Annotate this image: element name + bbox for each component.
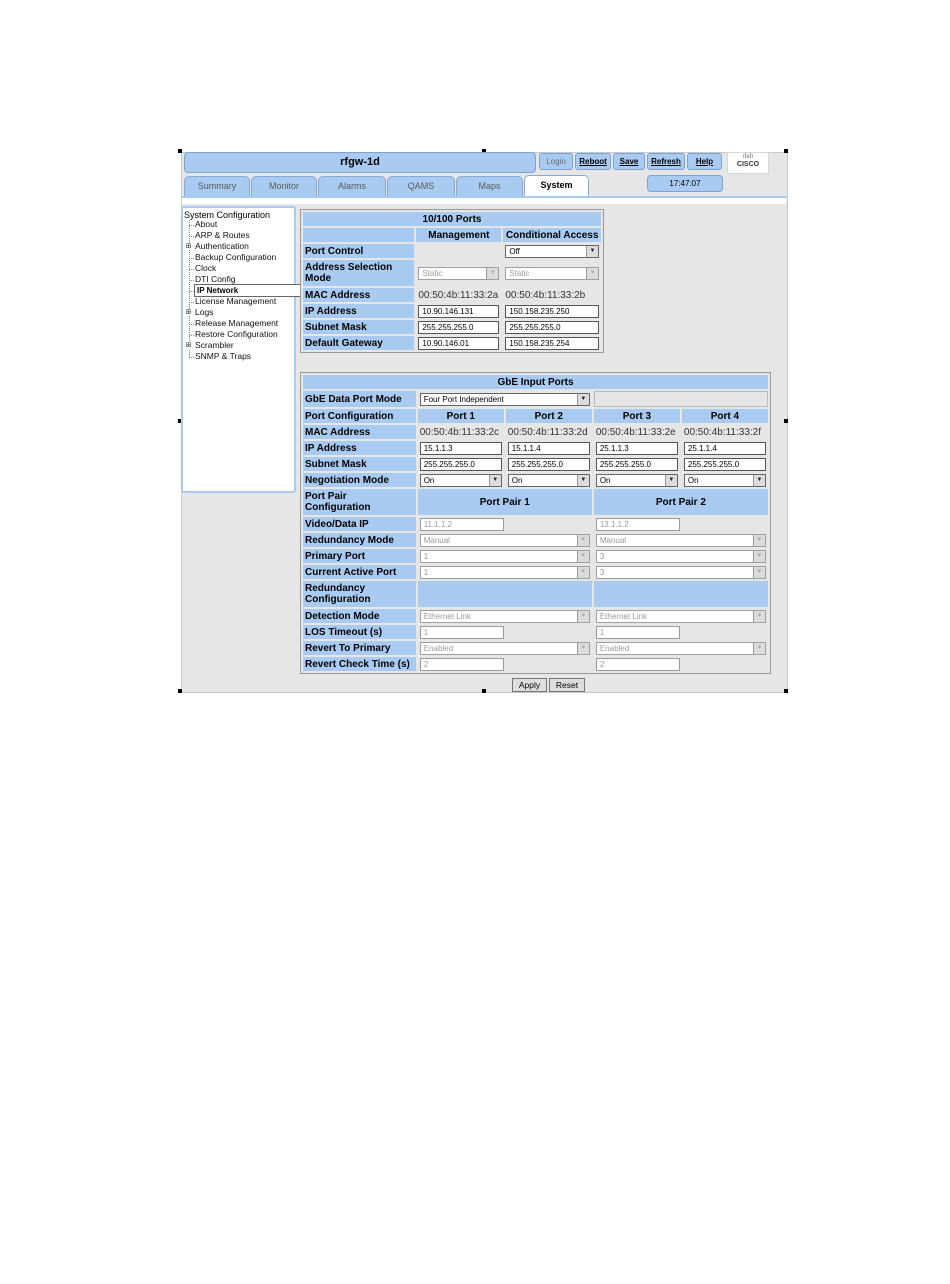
port-4-header: Port 4 — [682, 409, 768, 423]
ca-gateway-input[interactable]: 150.158.235.254 — [505, 337, 599, 350]
redundancy-mode-label: Redundancy Mode — [303, 533, 416, 547]
col-management: Management — [416, 228, 501, 242]
port-4-mac: 00:50:4b:11:33:2f — [682, 425, 768, 439]
port-2-mac: 00:50:4b:11:33:2d — [506, 425, 592, 439]
port-2-ip-input[interactable]: 15.1.1.4 — [508, 442, 590, 455]
pair-1-current-active-select[interactable]: 1 ▼ — [420, 566, 590, 579]
device-title: rfgw-1d — [184, 152, 536, 173]
gbe-subnet-label: Subnet Mask — [303, 457, 416, 471]
mgmt-mac-value: 00:50:4b:11:33:2a — [416, 288, 501, 302]
tab-monitor[interactable]: Monitor — [251, 176, 317, 196]
save-button[interactable]: Save — [613, 153, 645, 170]
port-4-negotiation-select[interactable]: On ▼ — [684, 474, 766, 487]
port-pair-2-header: Port Pair 2 — [594, 489, 768, 515]
port-1-header: Port 1 — [418, 409, 504, 423]
clock-display: 17:47:07 — [647, 175, 723, 192]
tab-alarms[interactable]: Alarms — [318, 176, 386, 196]
sidebar-item-license-management[interactable]: License Management — [195, 296, 277, 306]
sidebar-item-authentication[interactable]: Authentication — [195, 241, 249, 251]
port-pair-configuration-label: Port Pair Configuration — [303, 489, 416, 515]
chevron-down-icon: ▼ — [489, 475, 501, 486]
redundancy-configuration-label: Redundancy Configuration — [303, 581, 416, 607]
primary-port-label: Primary Port — [303, 549, 416, 563]
resize-handle[interactable] — [178, 689, 182, 693]
port-1-subnet-input[interactable]: 255.255.255.0 — [420, 458, 502, 471]
default-gateway-label: Default Gateway — [303, 336, 414, 350]
chevron-down-icon: ▼ — [577, 611, 589, 622]
tab-system[interactable]: System — [524, 175, 589, 197]
sidebar-item-snmp-traps[interactable]: SNMP & Traps — [195, 351, 252, 361]
col-conditional-access: Conditional Access — [503, 228, 601, 242]
gbe-ports-table — [300, 372, 771, 674]
sidebar-item-arp-routes[interactable]: ARP & Routes — [195, 230, 250, 240]
pair-1-revert-select[interactable]: Enabled ▼ — [420, 642, 590, 655]
port-3-mac: 00:50:4b:11:33:2e — [594, 425, 680, 439]
ca-ip-input[interactable]: 150.158.235.250 — [505, 305, 599, 318]
tree-root-system-configuration[interactable]: System Configuration — [184, 210, 271, 220]
port-1-mac: 00:50:4b:11:33:2c — [418, 425, 504, 439]
resize-handle[interactable] — [784, 149, 788, 153]
ports-100-table — [300, 209, 604, 353]
sidebar-item-restore-configuration[interactable]: Restore Configuration — [195, 329, 278, 339]
subnet-mask-label: Subnet Mask — [303, 320, 414, 334]
chevron-down-icon: ▼ — [753, 551, 765, 562]
pair-2-detection-mode-select[interactable]: Ethernet Link ▼ — [596, 610, 766, 623]
port-2-negotiation-select[interactable]: On ▼ — [508, 474, 590, 487]
port-2-subnet-input[interactable]: 255.255.255.0 — [508, 458, 590, 471]
mac-address-label: MAC Address — [303, 288, 414, 302]
port-pair-1-header: Port Pair 1 — [418, 489, 592, 515]
apply-button[interactable]: Apply — [512, 678, 547, 692]
port-1-ip-input[interactable]: 15.1.1.3 — [420, 442, 502, 455]
port-3-subnet-input[interactable]: 255.255.255.0 — [596, 458, 678, 471]
resize-handle[interactable] — [482, 689, 486, 693]
tab-maps[interactable]: Maps — [456, 176, 523, 196]
port-3-negotiation-select[interactable]: On ▼ — [596, 474, 678, 487]
refresh-button[interactable]: Refresh — [647, 153, 685, 170]
gbe-data-port-mode-label: GbE Data Port Mode — [303, 391, 416, 407]
pair-2-los-timeout-input[interactable]: 1 — [596, 626, 680, 639]
ca-subnet-input[interactable]: 255.255.255.0 — [505, 321, 599, 334]
chevron-down-icon: ▼ — [586, 246, 598, 257]
tab-separator — [182, 198, 786, 204]
reset-button[interactable]: Reset — [549, 678, 585, 692]
pair-1-revert-time-input[interactable]: 2 — [420, 658, 504, 671]
sidebar-item-logs[interactable]: Logs — [195, 307, 214, 317]
pair-2-redundancy-mode-select[interactable]: Manual ▼ — [596, 534, 766, 547]
tree-line — [189, 220, 190, 357]
chevron-down-icon: ▼ — [753, 643, 765, 654]
pair-1-video-ip-input[interactable]: 11.1.1.2 — [420, 518, 504, 531]
pair-2-video-ip-input[interactable]: 13.1.1.2 — [596, 518, 680, 531]
sidebar-item-backup-configuration[interactable]: Backup Configuration — [195, 252, 277, 262]
resize-handle[interactable] — [784, 689, 788, 693]
reboot-button[interactable]: Reboot — [575, 153, 611, 170]
pair-1-detection-mode-select[interactable]: Ethernet Link ▼ — [420, 610, 590, 623]
video-data-ip-label: Video/Data IP — [303, 517, 416, 531]
ca-mac-value: 00:50:4b:11:33:2b — [503, 288, 601, 302]
chevron-down-icon: ▼ — [753, 475, 765, 486]
detection-mode-label: Detection Mode — [303, 609, 416, 623]
resize-handle[interactable] — [178, 149, 182, 153]
port-2-header: Port 2 — [506, 409, 592, 423]
ip-address-label: IP Address — [303, 304, 414, 318]
sidebar-item-clock[interactable]: Clock — [195, 263, 217, 273]
sidebar-item-dti-config[interactable]: DTI Config — [195, 274, 236, 284]
help-button[interactable]: Help — [687, 153, 722, 170]
chevron-down-icon: ▼ — [753, 611, 765, 622]
chevron-down-icon: ▼ — [586, 268, 598, 279]
sidebar-item-release-management[interactable]: Release Management — [195, 318, 279, 328]
mgmt-ip-input[interactable]: 10.90.146.131 — [418, 305, 499, 318]
chevron-down-icon: ▼ — [577, 475, 589, 486]
port-1-negotiation-select[interactable]: On ▼ — [420, 474, 502, 487]
gbe-mac-label: MAC Address — [303, 425, 416, 439]
chevron-down-icon: ▼ — [577, 551, 589, 562]
los-timeout-label: LOS Timeout (s) — [303, 625, 416, 639]
gbe-ip-label: IP Address — [303, 441, 416, 455]
chevron-down-icon: ▼ — [753, 535, 765, 546]
sidebar-item-ip-network[interactable]: IP Network — [194, 284, 305, 297]
port-4-ip-input[interactable]: 25.1.1.4 — [684, 442, 766, 455]
sidebar-item-about[interactable]: About — [195, 219, 218, 229]
chevron-down-icon: ▼ — [577, 394, 589, 405]
cisco-bars-icon: ılıılı — [742, 153, 753, 160]
chevron-down-icon: ▼ — [665, 475, 677, 486]
pair-1-primary-port-select[interactable]: 1 ▼ — [420, 550, 590, 563]
resize-handle[interactable] — [784, 419, 788, 423]
chevron-down-icon: ▼ — [577, 643, 589, 654]
port-4-subnet-input[interactable]: 255.255.255.0 — [684, 458, 766, 471]
pair-2-primary-port-select[interactable]: 3 ▼ — [596, 550, 766, 563]
revert-check-time-label: Revert Check Time (s) — [303, 657, 416, 671]
ca-address-mode-select[interactable]: Static ▼ — [505, 267, 599, 280]
pair-2-revert-time-input[interactable]: 2 — [596, 658, 680, 671]
expand-plus-icon[interactable]: ⊞ — [185, 341, 192, 349]
expand-plus-icon[interactable]: ⊞ — [185, 242, 192, 250]
mgmt-address-mode-select[interactable]: Static ▼ — [418, 267, 499, 280]
gbe-data-port-mode-select[interactable]: Four Port Independent ▼ — [420, 393, 590, 406]
cisco-logo-text: CISCO — [736, 161, 760, 168]
login-button[interactable]: Login — [539, 153, 573, 170]
sidebar-tree — [181, 206, 296, 493]
ca-port-control-select[interactable]: Off ▼ — [505, 245, 599, 258]
pair-2-current-active-select[interactable]: 3 ▼ — [596, 566, 766, 579]
chevron-down-icon: ▼ — [577, 567, 589, 578]
mgmt-gateway-input[interactable]: 10.90.146.01 — [418, 337, 499, 350]
cisco-logo — [727, 152, 769, 174]
gbe-title: GbE Input Ports — [303, 375, 768, 389]
pair-1-los-timeout-input[interactable]: 1 — [420, 626, 504, 639]
chevron-down-icon: ▼ — [486, 268, 498, 279]
port-configuration-label: Port Configuration — [303, 409, 416, 423]
tab-qams[interactable]: QAMS — [387, 176, 455, 196]
expand-plus-icon[interactable]: ⊞ — [185, 308, 192, 316]
port-3-header: Port 3 — [594, 409, 680, 423]
pair-2-revert-select[interactable]: Enabled ▼ — [596, 642, 766, 655]
ports-100-title: 10/100 Ports — [303, 212, 601, 226]
revert-to-primary-label: Revert To Primary — [303, 641, 416, 655]
tab-summary[interactable]: Summary — [184, 176, 250, 196]
negotiation-mode-label: Negotiation Mode — [303, 473, 416, 487]
current-active-port-label: Current Active Port — [303, 565, 416, 579]
sidebar-item-scrambler[interactable]: Scrambler — [195, 340, 234, 350]
pair-1-redundancy-mode-select[interactable]: Manual ▼ — [420, 534, 590, 547]
address-selection-mode-label: Address Selection Mode — [303, 260, 414, 286]
port-control-label: Port Control — [303, 244, 414, 258]
chevron-down-icon: ▼ — [577, 535, 589, 546]
chevron-down-icon: ▼ — [753, 567, 765, 578]
port-3-ip-input[interactable]: 25.1.1.3 — [596, 442, 678, 455]
mgmt-subnet-input[interactable]: 255.255.255.0 — [418, 321, 499, 334]
